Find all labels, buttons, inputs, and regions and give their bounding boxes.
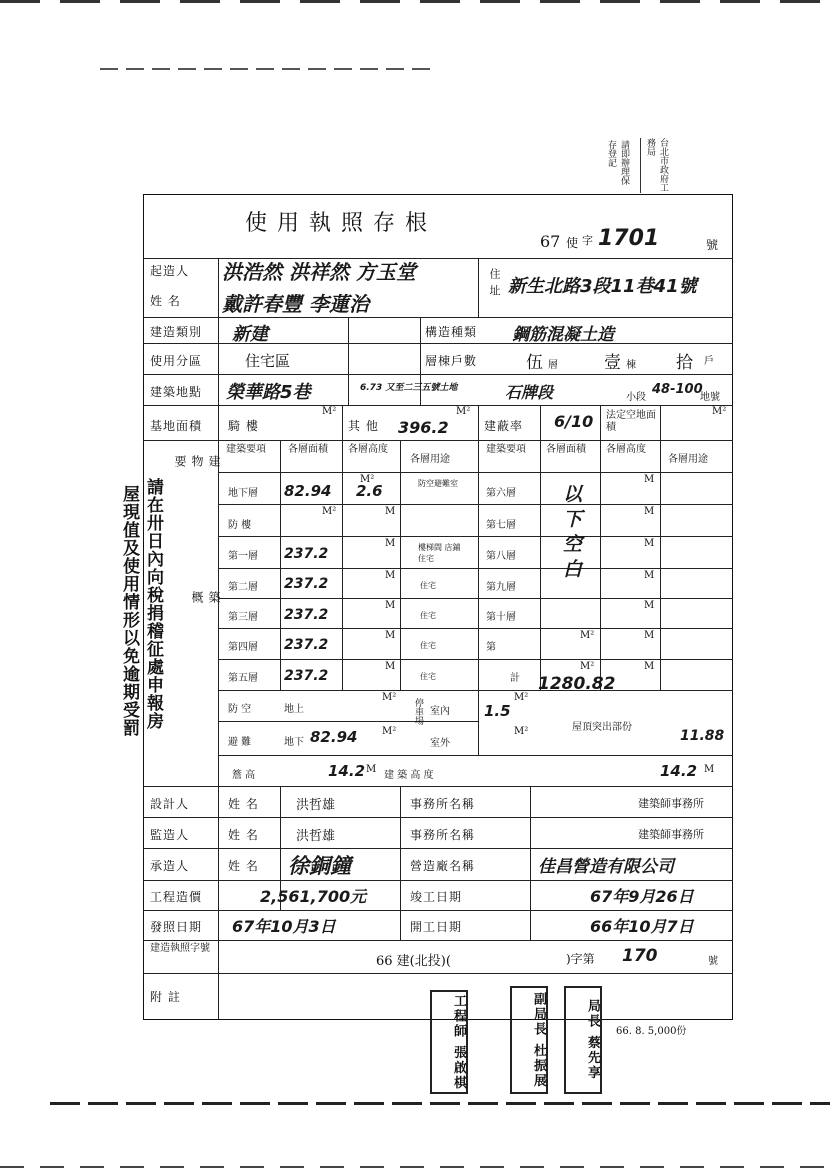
col-line [478,258,479,317]
floor-9: 第九層 [486,582,516,593]
label-builder: 起造人 [150,264,190,278]
row-line [218,536,733,537]
value-supervisor-name: 洪哲雄 [296,829,336,844]
unit-m: M [385,600,396,611]
col-line [348,317,349,405]
value-coverage: 6/10 [554,412,594,431]
unit-m: M [644,538,655,549]
value-use-zone: 住宅區 [245,352,291,370]
label-build-category: 建造類別 [150,325,203,339]
row-line [218,568,733,569]
row-line [143,880,733,881]
label-basement-room: 防 空 [228,704,252,715]
unit-m2: M² [382,726,397,737]
label-cost: 工程造價 [150,890,203,904]
value-build-category: 新建 [232,324,268,345]
permit-char2: 字 [582,234,594,247]
label-supervisor: 監造人 [150,828,190,842]
unit-m: M [644,506,655,517]
supervisor-office-suffix: 建築師事務所 [638,828,704,841]
label-supervisor-office: 事務所名稱 [410,828,476,842]
value-permit-ref-suffix: 號 [708,956,718,967]
label-contractor: 承造人 [150,859,190,873]
col-line [400,440,401,691]
value-f4-use: 住宅 [420,641,436,650]
value-f5-area: 237.2 [284,668,329,684]
row-line [218,504,733,505]
header-area: 各層面積 [288,444,328,455]
value-buildings: 壹 [604,353,621,373]
label-contractor-name: 姓 名 [228,859,259,873]
unit-m2: M² [580,630,595,641]
value-site-section: 石牌段 [505,383,554,402]
margin-note: 屋現值及使用情形以免逾期受罰 [119,485,139,737]
value-basement-height: 2.6 [356,482,383,500]
label-bldg-height: 建 築 高 度 [384,770,434,781]
value-basement-area: 82.94 [284,482,332,500]
row-line [143,940,733,941]
value-issue-date: 67年10月3日 [232,917,336,936]
label-shelter: 避 難 [228,737,252,748]
floor-5: 第五層 [228,673,258,684]
col-line [478,405,479,755]
col-line [530,880,531,940]
value-firm-name: 佳昌營造有限公司 [538,857,674,877]
form-title: 使用執照存根 [245,211,438,236]
permit-suffix: 號 [706,238,720,252]
value-f1-area: 237.2 [284,546,329,562]
value-eave-height: 14.2 [328,762,366,780]
header-area: 各層面積 [546,444,586,455]
header-use: 各層用途 [410,454,450,465]
value-permit-ref-no: 170 [622,946,658,966]
scan-noise-line [50,1102,830,1105]
permit-year: 67 [540,232,561,251]
col-line [400,786,401,880]
col-line [540,405,541,691]
value-f2-area: 237.2 [284,576,329,592]
header-height: 各層高度 [606,444,646,455]
label-hu: 戶 [704,356,714,367]
label-outdoor: 室外 [430,738,450,749]
value-basement-use: 防空避難室 [418,479,458,488]
unit-m2: M² [514,726,529,737]
unit-m: M [644,474,655,485]
label-designer: 設計人 [150,797,190,811]
stamp-director: 局長 蔡先享 [564,986,602,1094]
unit-m2: M² [360,474,375,485]
value-floors: 伍 [526,353,543,373]
value-permit-ref-2: )字第 [566,952,595,966]
value-completion: 67年9月26日 [590,887,694,906]
value-f5-use: 住宅 [420,672,436,681]
row-line [218,659,733,660]
row-line [218,472,733,473]
col-line [400,880,401,940]
floor-x: 第 [486,642,496,653]
label-eave-height: 簷 高 [232,770,256,781]
label-start-date: 開工日期 [410,920,463,934]
unit-m: M [644,570,655,581]
unit-m: M [366,764,377,775]
stamp-engineer: 工程師 張啟棋 [430,990,468,1094]
value-site-note: 6.73 又至二三五號土地 [360,383,458,393]
row-line [218,628,733,629]
unit-m2: M² [712,406,727,417]
label-total: 計 [510,673,520,684]
label-site-suffix: 地號 [700,392,720,403]
row-line [143,817,733,818]
row-line [143,374,733,375]
value-parking-indoor: 1.5 [484,702,511,720]
value-permit-ref-1: 66 建(北投)( [376,954,451,969]
label-remarks: 附 註 [150,990,181,1004]
unit-m2: M² [514,692,529,703]
label-other: 其 他 [348,419,379,433]
col-line [280,440,281,691]
value-contractor-name: 徐銅鐘 [288,854,351,878]
row-line [143,973,733,974]
floor-8: 第八層 [486,551,516,562]
label-parking: 停車場 [413,698,423,725]
label-site-location: 建築地點 [150,385,203,399]
floor-7: 第七層 [486,520,516,531]
stamp-deputy: 副局長 杜振展 [510,986,548,1094]
header-item: 建築要項 [226,444,266,455]
col-line [530,786,531,880]
print-note: 66. 8. 5,000份 [616,1026,687,1037]
floor-3: 第三層 [228,612,258,623]
label-firm-name: 營造廠名稱 [410,859,476,873]
unit-m: M [704,764,715,775]
label-permit-ref: 建造執照字號 [150,943,210,954]
col-line [600,405,601,691]
label-designer-name: 姓 名 [228,797,259,811]
label-address: 住 址 [488,268,501,297]
row-line [143,848,733,849]
label-indoor: 室內 [430,706,450,717]
value-start-date: 66年10月7日 [590,917,694,936]
unit-m2: M² [382,692,397,703]
label-dong: 棟 [626,360,636,371]
row-line [143,405,733,406]
value-designer-name: 洪哲雄 [296,798,336,813]
value-bldg-height: 14.2 [660,762,698,780]
scan-bottom-edge [0,1166,832,1168]
value-f1-use: 樓梯間 店鋪住宅 [418,543,461,563]
unit-m: M [385,506,396,517]
row-line [143,317,733,318]
unit-m: M [644,600,655,611]
label-supervisor-name: 姓 名 [228,828,259,842]
value-upper-note: 以下空白 [560,484,582,584]
label-below: 地下 [284,737,304,748]
unit-m: M [385,630,396,641]
label-issue-date: 發照日期 [150,920,203,934]
value-shelter-below: 82.94 [310,728,358,746]
col-line [342,405,343,691]
value-f2-use: 住宅 [420,581,436,590]
label-building-overview: 建 築 物 概 要 [173,455,221,663]
value-structure-type: 鋼筋混凝土造 [512,325,614,345]
label-completion: 竣工日期 [410,890,463,904]
scan-noise-line [100,68,430,70]
value-total-area: 1280.82 [538,674,616,694]
label-floors-units: 層棟戶數 [425,354,478,368]
row-line [218,721,478,722]
label-above: 地上 [284,704,304,715]
label-protrusion: 屋頂突出部份 [572,722,632,733]
row-line [218,598,733,599]
value-site-road: 榮華路5巷 [226,382,311,403]
header-use: 各層用途 [668,454,708,465]
label-coverage: 建蔽率 [484,419,524,433]
row-line [143,786,733,787]
designer-office-suffix: 建築師事務所 [638,797,704,810]
margin-note: 請在卅日內向稅捐稽征處申報房 [143,478,163,730]
header-height: 各層高度 [348,444,388,455]
unit-m: M [644,661,655,672]
row-line [143,440,733,441]
label-designer-office: 事務所名稱 [410,797,476,811]
unit-m: M [385,570,396,581]
row-line [218,755,733,756]
stamp-top-right: 請即辦理保存登記 [606,140,629,185]
stamp-top-right: 台北市政府工務局 [640,138,670,193]
scan-top-edge [0,0,832,3]
floor-2: 第二層 [228,582,258,593]
value-address: 新生北路3段11巷41號 [508,276,697,297]
label-structure-type: 構造種類 [425,325,478,339]
permit-char: 使 [566,236,580,250]
unit-m2: M² [456,406,471,417]
floor-10: 第十層 [486,612,516,623]
value-builder-names-2: 戴許春豐 李蓮治 [222,292,369,316]
unit-m2: M² [322,506,337,517]
floor-1: 第一層 [228,551,258,562]
value-f4-area: 237.2 [284,637,329,653]
unit-m: M [385,661,396,672]
unit-m: M [644,630,655,641]
floor-4: 第四層 [228,642,258,653]
label-legal-open: 法定空地面積 [606,410,656,433]
value-builder-names-1: 洪浩然 洪祥然 方玉堂 [222,260,416,284]
value-f3-area: 237.2 [284,607,329,623]
label-site-small: 小段 [626,392,646,403]
label-name: 姓 名 [150,294,181,308]
floor-mezz: 防 樓 [228,520,252,531]
floor-6: 第六層 [486,488,516,499]
value-f3-use: 住宅 [420,611,436,620]
value-other-area: 396.2 [398,418,449,437]
permit-number: 1701 [598,226,660,251]
label-arcade: 騎 樓 [228,419,259,433]
value-households: 拾 [676,353,693,373]
unit-m2: M² [322,406,337,417]
unit-m2: M² [580,661,595,672]
label-site-area: 基地面積 [150,419,203,433]
label-use-zone: 使用分區 [150,354,203,368]
row-line [143,910,733,911]
label-ceng: 層 [548,360,558,371]
floor-basement: 地下層 [228,488,258,499]
col-line [660,405,661,691]
unit-m: M [385,538,396,549]
value-site-lot: 48-100 [652,382,703,397]
value-protrusion: 11.88 [680,728,725,744]
row-line [218,690,733,691]
value-cost: 2,561,700元 [260,887,367,906]
header-item: 建築要項 [486,444,526,455]
